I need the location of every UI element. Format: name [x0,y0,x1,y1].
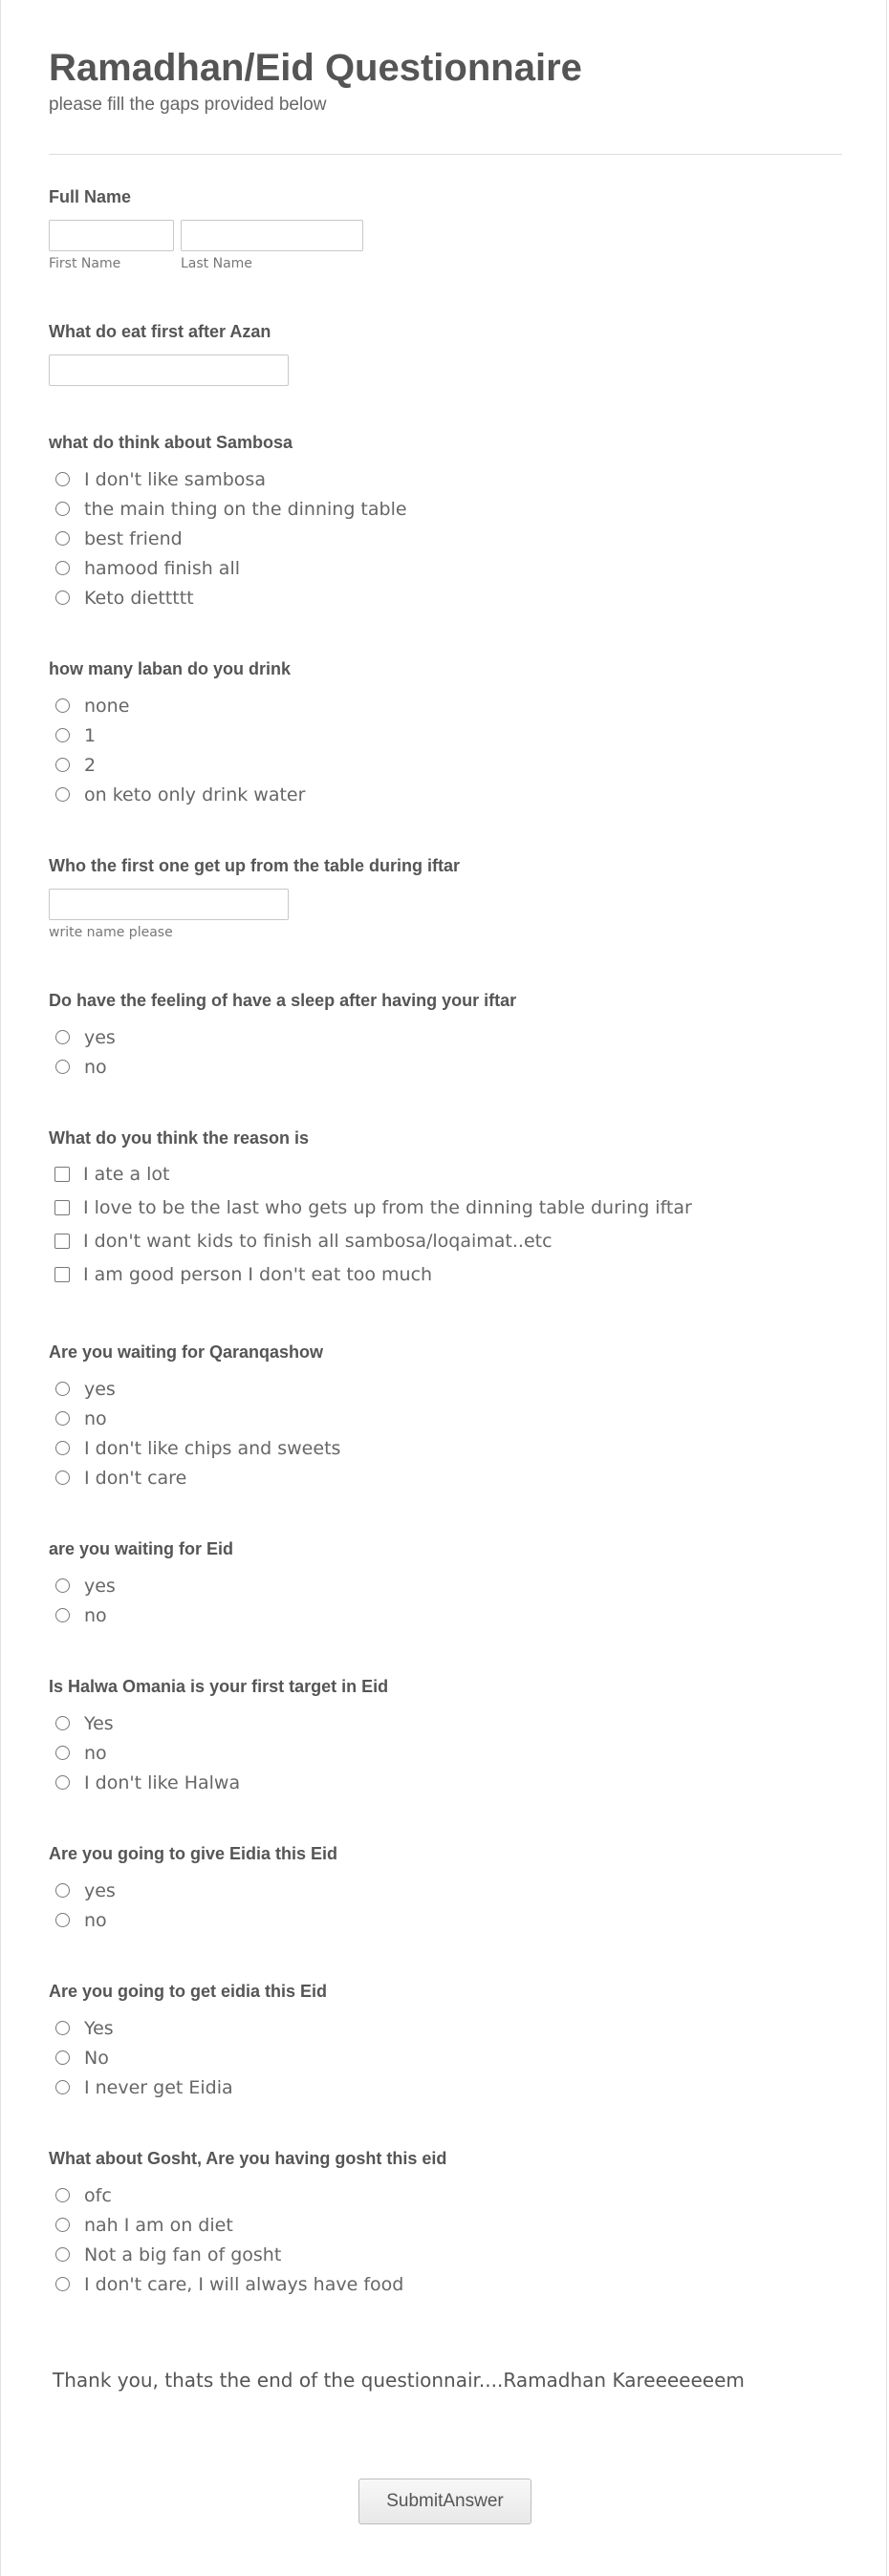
option-label: ofc [84,2184,112,2206]
radio-option[interactable] [49,553,842,583]
radio-option[interactable] [49,464,842,494]
radio-button[interactable] [55,1913,70,1927]
option-label: yes [84,1879,116,1901]
checkbox-option[interactable] [49,1257,842,1291]
question-azan [49,321,842,386]
question-qaranqashow [49,1342,842,1492]
radio-option[interactable] [49,1768,842,1797]
header-divider [49,154,842,155]
radio-button[interactable] [55,2080,70,2094]
radio-button[interactable] [55,1441,70,1455]
radio-option[interactable] [49,583,842,612]
question-label: Full Name [49,187,132,206]
radio-option[interactable] [49,1052,842,1082]
first-name-input[interactable] [49,220,174,251]
radio-button[interactable] [55,1060,70,1074]
option-label: no [84,1056,107,1078]
option-label: 1 [84,724,97,746]
radio-option[interactable] [49,2269,842,2299]
radio-group [49,1876,842,1935]
question-label: Are you waiting for Qaranqashow [49,1342,324,1362]
option-label: yes [84,1378,116,1400]
radio-option[interactable] [49,1571,842,1600]
radio-option[interactable] [49,1463,842,1492]
radio-option[interactable] [49,1600,842,1630]
submit-button[interactable]: SubmitAnswer [358,2479,531,2524]
option-label: I don't care, I will always have food [84,2273,404,2295]
option-label: I am good person I don't eat too much [83,1263,433,1285]
question-label: Are you going to get eidia this Eid [49,1982,328,2001]
question-label: what do think about Sambosa [49,433,293,452]
last-name-sublabel: Last Name [181,256,252,271]
azan-input[interactable] [49,354,289,386]
radio-option[interactable] [49,1404,842,1433]
radio-group [49,1571,842,1630]
first-name-sublabel: First Name [49,256,121,271]
question-label: Do have the feeling of have a sleep after having your iftar [49,991,517,1010]
radio-button[interactable] [55,2218,70,2232]
radio-button[interactable] [55,561,70,575]
option-label: I never get Eidia [84,2076,233,2098]
option-label: yes [84,1026,116,1048]
radio-group [49,1374,842,1492]
radio-button[interactable] [55,1578,70,1593]
checkbox-group [49,1157,842,1291]
radio-group [49,1708,842,1797]
radio-button[interactable] [55,531,70,546]
option-label: none [84,695,130,717]
option-label: Keto diettttt [84,587,194,609]
question-give-eidia [49,1843,842,1935]
radio-option[interactable] [49,750,842,780]
option-label: I don't like Halwa [84,1771,241,1793]
option-label: Yes [84,2017,114,2039]
option-label: I don't want kids to finish all sambosa/loqaimat..etc [83,1230,553,1252]
question-eid-wait [49,1538,842,1630]
first-up-input[interactable] [49,889,289,920]
option-label: the main thing on the dinning table [84,498,407,520]
option-label: I don't care [84,1467,187,1489]
radio-option[interactable] [49,780,842,809]
checkbox[interactable] [54,1200,70,1215]
last-name-input[interactable] [181,220,363,251]
option-label: I ate a lot [83,1163,170,1185]
option-label: no [84,1742,107,1764]
option-label: No [84,2047,109,2069]
radio-option[interactable] [49,1374,842,1404]
first-name-group [49,220,174,271]
radio-button[interactable] [55,2247,70,2262]
radio-button[interactable] [55,2277,70,2291]
question-label: are you waiting for Eid [49,1539,234,1558]
radio-button[interactable] [55,758,70,772]
radio-button[interactable] [55,1883,70,1898]
radio-button[interactable] [55,1608,70,1622]
option-label: no [84,1407,107,1429]
radio-option[interactable] [49,524,842,553]
question-label: Who the first one get up from the table during iftar [49,856,460,875]
option-label: hamood finish all [84,557,241,579]
radio-button[interactable] [55,590,70,605]
radio-option[interactable] [49,1905,842,1935]
radio-option[interactable] [49,1708,842,1738]
option-label: nah I am on diet [84,2214,233,2236]
option-label: 2 [84,754,97,776]
radio-option[interactable] [49,2180,842,2210]
radio-group [49,2013,842,2102]
question-label: What about Gosht, Are you having gosht this eid [49,2149,447,2168]
question-label: What do you think the reason is [49,1128,310,1148]
checkbox-option[interactable] [49,1157,842,1191]
radio-button[interactable] [55,698,70,713]
page-title: Ramadhan/Eid Questionnaire [49,47,582,89]
radio-button[interactable] [55,728,70,742]
radio-option[interactable] [49,2013,842,2043]
radio-group [49,691,842,809]
option-label: I don't like sambosa [84,468,266,490]
radio-button[interactable] [55,1030,70,1044]
question-gosht [49,2148,842,2299]
checkbox[interactable] [54,1267,70,1282]
question-label: how many laban do you drink [49,659,292,678]
radio-button[interactable] [55,1775,70,1790]
radio-button[interactable] [55,2050,70,2065]
radio-option[interactable] [49,1876,842,1905]
radio-button[interactable] [55,1382,70,1396]
question-first-up [49,855,842,940]
radio-option[interactable] [49,1022,842,1052]
radio-option[interactable] [49,2072,842,2102]
question-sleep [49,990,842,1082]
page-subtitle: please fill the gaps provided below [49,95,327,115]
radio-option[interactable] [49,2240,842,2269]
question-laban [49,658,842,809]
option-label: I love to be the last who gets up from the dinning table during iftar [83,1196,692,1218]
question-halwa [49,1676,842,1797]
question-label: Are you going to give Eidia this Eid [49,1844,338,1863]
radio-group [49,464,842,612]
question-reason [49,1127,842,1291]
question-sambosa [49,432,842,612]
radio-button[interactable] [55,502,70,516]
radio-button[interactable] [55,1470,70,1485]
option-label: best friend [84,527,183,549]
radio-option[interactable] [49,720,842,750]
checkbox[interactable] [54,1234,70,1249]
name-row [49,220,842,271]
radio-button[interactable] [55,1716,70,1730]
option-label: no [84,1909,107,1931]
last-name-group [181,220,363,271]
radio-option[interactable] [49,691,842,720]
radio-option[interactable] [49,494,842,524]
form-header [49,42,842,117]
radio-group [49,2180,842,2299]
radio-button[interactable] [55,472,70,486]
option-label: Yes [84,1712,114,1734]
question-label: What do eat first after Azan [49,322,271,341]
option-label: Not a big fan of gosht [84,2243,282,2265]
checkbox-option[interactable] [49,1191,842,1224]
radio-button[interactable] [55,1411,70,1426]
question-get-eidia [49,1981,842,2102]
option-label: on keto only drink water [84,784,306,805]
first-up-sublabel: write name please [49,925,173,940]
question-label: Is Halwa Omania is your first target in Eid [49,1677,389,1696]
checkbox[interactable] [54,1167,70,1182]
radio-button[interactable] [55,787,70,802]
radio-option[interactable] [49,2210,842,2240]
radio-button[interactable] [55,1746,70,1760]
radio-button[interactable] [55,2021,70,2035]
thank-you-text: Thank you, thats the end of the questionnair....Ramadhan Kareeeeeeem [53,2369,745,2392]
question-full-name [49,186,842,271]
option-label: no [84,1604,107,1626]
radio-group [49,1022,842,1082]
radio-option[interactable] [49,2043,842,2072]
option-label: I don't like chips and sweets [84,1437,341,1459]
radio-option[interactable] [49,1738,842,1768]
checkbox-option[interactable] [49,1224,842,1257]
radio-button[interactable] [55,2188,70,2202]
radio-option[interactable] [49,1433,842,1463]
option-label: yes [84,1575,116,1597]
